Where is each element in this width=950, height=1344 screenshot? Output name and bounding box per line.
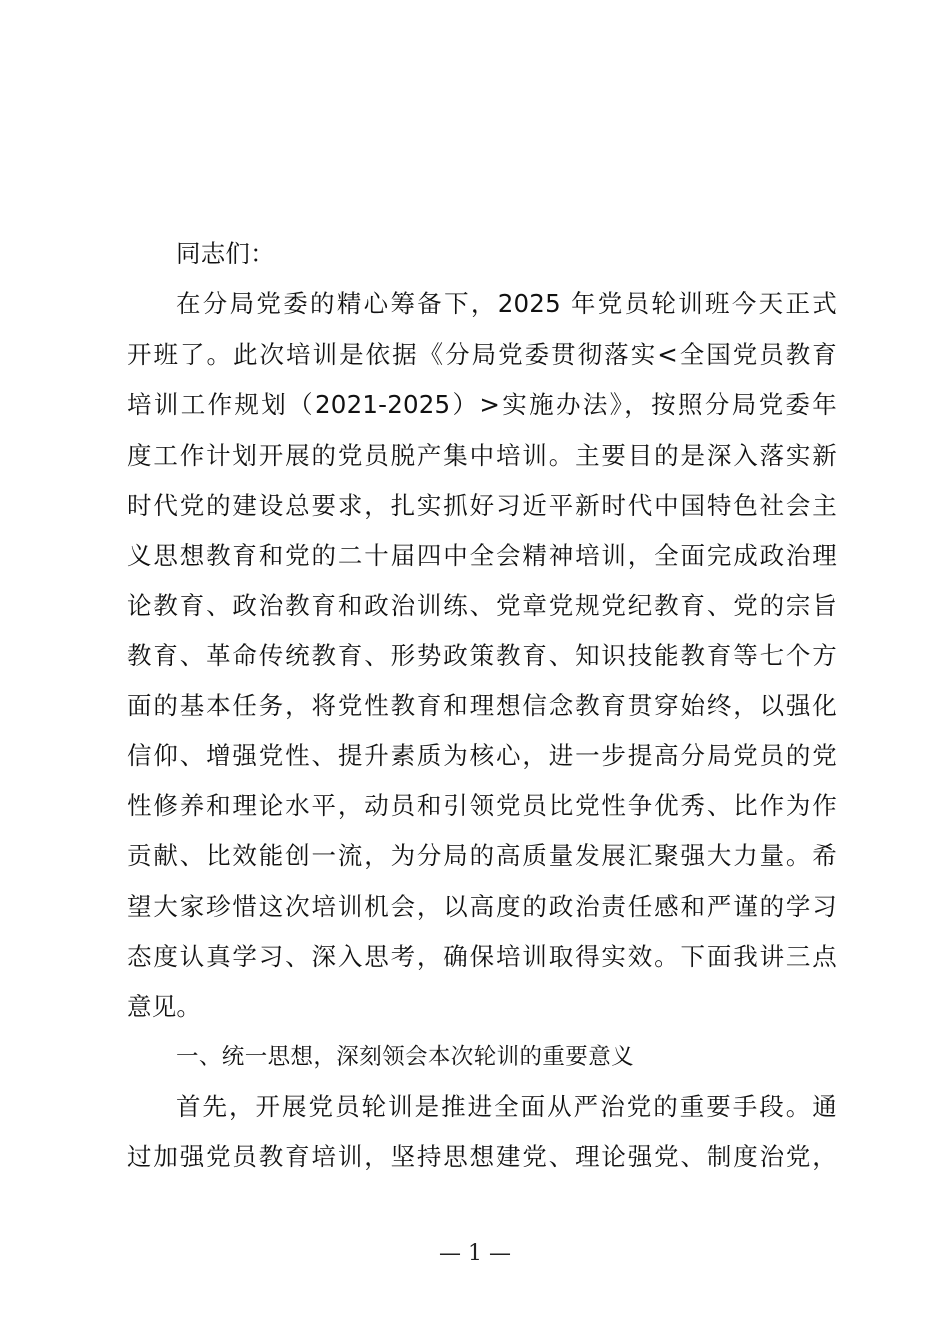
- paragraph-line: 在分局党委的精心筹备下，2025 年党员轮训班今天正式: [176, 289, 837, 318]
- paragraph-line: 望大家珍惜这次培训机会，以高度的政治责任感和严谨的学习: [127, 892, 837, 921]
- paragraph-line: 时代党的建设总要求，扎实抓好习近平新时代中国特色社会主: [127, 491, 837, 520]
- paragraph-line: 培训工作规划（2021-2025）>实施办法》，按照分局党委年: [127, 390, 837, 419]
- paragraph-line: 教育、革命传统教育、形势政策教育、知识技能教育等七个方: [127, 641, 837, 670]
- paragraph-line: 度工作计划开展的党员脱产集中培训。主要目的是深入落实新: [127, 441, 837, 470]
- page-number: — 1 —: [439, 1241, 511, 1266]
- paragraph-line: 论教育、政治教育和政治训练、党章党规党纪教育、党的宗旨: [127, 591, 837, 620]
- section-heading: 一、统一思想，深刻领会本次轮训的重要意义: [176, 1044, 635, 1070]
- paragraph-line: 开班了。此次培训是依据《分局党委贯彻落实<全国党员教育: [127, 340, 837, 369]
- paragraph-line: 过加强党员教育培训，坚持思想建党、理论强党、制度治党，: [127, 1142, 837, 1171]
- paragraph-line: 面的基本任务，将党性教育和理想信念教育贯穿始终，以强化: [127, 691, 837, 720]
- paragraph-line: 性修养和理论水平，动员和引领党员比党性争优秀、比作为作: [127, 791, 837, 820]
- paragraph-line: 义思想教育和党的二十届四中全会精神培训，全面完成政治理: [127, 541, 837, 570]
- paragraph-line: 首先，开展党员轮训是推进全面从严治党的重要手段。通: [176, 1092, 837, 1121]
- paragraph-line: 意见。: [127, 992, 202, 1021]
- paragraph-line: 贡献、比效能创一流，为分局的高质量发展汇聚强大力量。希: [127, 841, 837, 870]
- paragraph-line: 信仰、增强党性、提升素质为核心，进一步提高分局党员的党: [127, 741, 837, 770]
- salutation: 同志们：: [176, 239, 275, 268]
- paragraph-line: 态度认真学习、深入思考，确保培训取得实效。下面我讲三点: [127, 942, 837, 971]
